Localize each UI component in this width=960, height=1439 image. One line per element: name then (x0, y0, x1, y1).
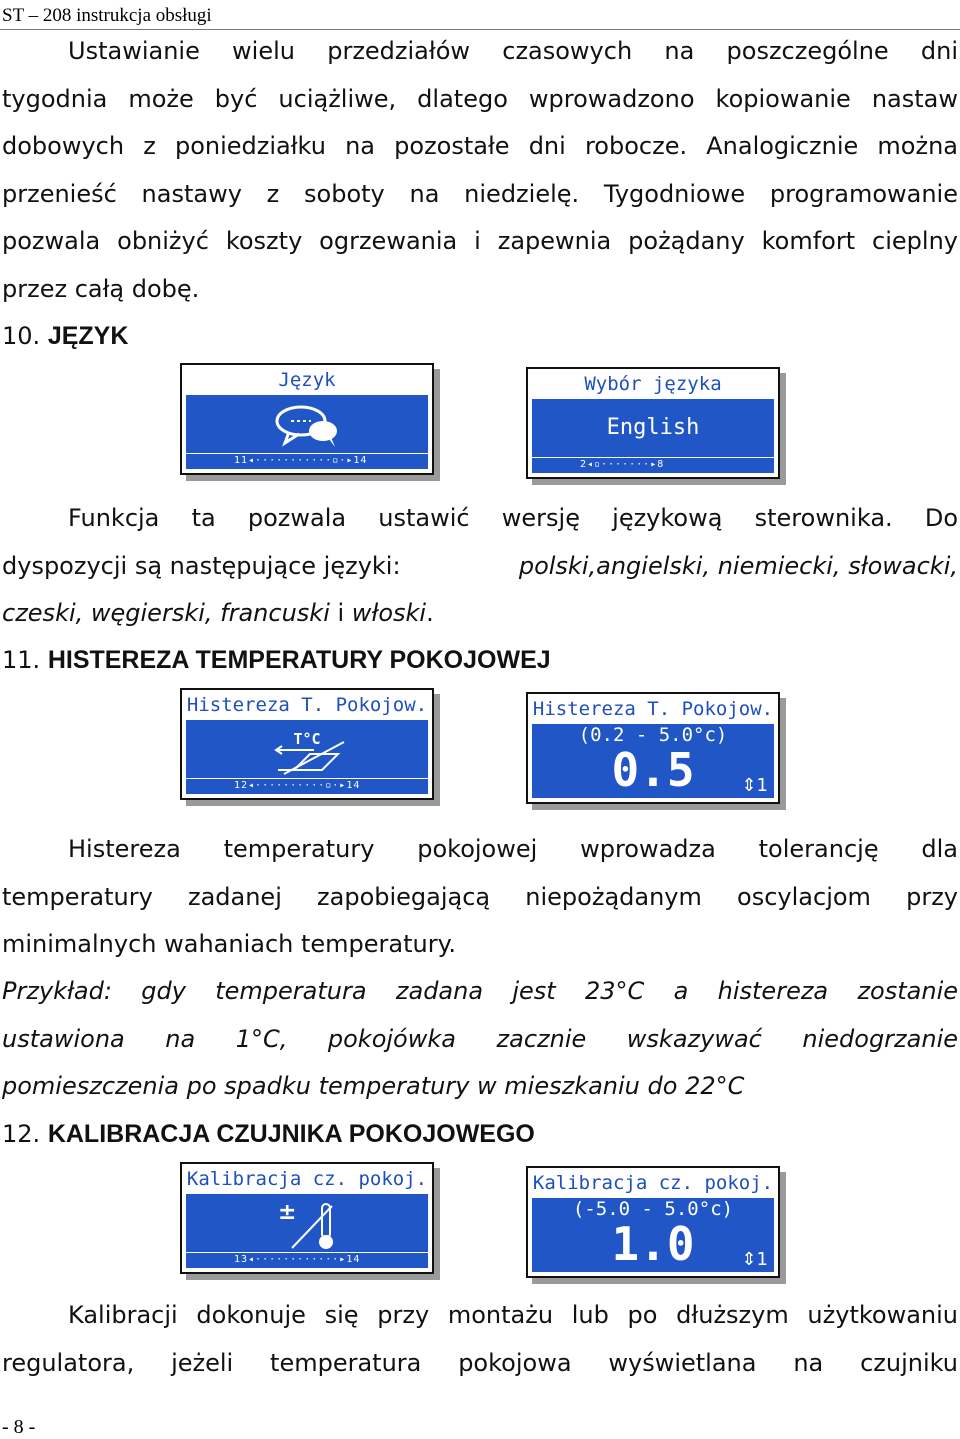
lcd-title: Wybór języka (584, 373, 722, 395)
text-line: ustawiona na 1°C, pokojówka zacznie wskazywać niedogrzanie (2, 1024, 958, 1053)
text-line: Histereza temperatury pokojowej wprowadza tolerancję dla (68, 835, 958, 863)
lcd-title: Histereza T. Pokojow. (532, 698, 774, 720)
text-line: przenieść nastawy z soboty na niedzielę. Tygodniowe programowanie (2, 179, 958, 208)
lcd-value: 0.5 (611, 743, 695, 797)
lcd-title: Kalibracja cz. pokoj. (186, 1168, 428, 1190)
section-heading-12 (2, 1120, 535, 1149)
text-line: minimalnych wahaniach temperatury. (2, 930, 457, 958)
section-heading-11 (2, 646, 551, 675)
lcd-title: Histereza T. Pokojow. (186, 694, 428, 716)
paragraph-language (2, 495, 958, 638)
text-line: pomieszczenia po spadku temperatury w mieszkaniu do 22°C (2, 1072, 745, 1100)
up-down-arrows-icon: ⇕ (741, 775, 757, 796)
lcd-body (532, 724, 774, 798)
lcd-screen-language-select (526, 367, 780, 479)
text-line: tygodnia może być uciążliwe, dlatego wprowadzono kopiowanie nastaw (2, 84, 958, 113)
lcd-title: Język (278, 369, 336, 391)
text-line: pozwala obniżyć koszty ogrzewania i zapewnia pożądany komfort cieplny (2, 227, 958, 255)
step-value: 1 (756, 775, 768, 796)
section-title: KALIBRACJA CZUJNIKA POKOJOWEGO (47, 1120, 535, 1148)
speech-bubbles-icon (271, 401, 351, 453)
plus-minus-label: ± (278, 1200, 297, 1225)
section-heading-10 (2, 322, 128, 351)
lcd-range: (-5.0 - 5.0°c) (572, 1198, 734, 1220)
text-span: . (426, 599, 434, 627)
lcd-screen-language-menu (180, 363, 434, 475)
section-number: 11. (2, 646, 41, 674)
lcd-range: (0.2 - 5.0°c) (578, 724, 728, 746)
language-list: czeski, węgierski, francuski (2, 599, 330, 627)
lcd-screen-hysteresis-menu (180, 688, 434, 800)
up-down-arrows-icon: ⇕ (741, 1249, 757, 1270)
lcd-value: 1.0 (611, 1217, 695, 1271)
lcd-status-bar: 13◂············▸14 (186, 1252, 428, 1268)
section-number: 10. (2, 322, 41, 350)
text-line (2, 543, 958, 591)
lcd-status-bar: 11◂···········▫·▸14 (186, 453, 428, 469)
paragraph-example (2, 968, 958, 1111)
text-line: przez całą dobę. (2, 274, 200, 303)
text-line: Kalibracji dokonuje się przy montażu lub po dłuższym użytkowaniu (68, 1301, 958, 1329)
language-list: włoski (351, 599, 427, 627)
step-indicator (741, 775, 768, 796)
page-number: - 8 - (2, 1416, 36, 1438)
thermometer-icon (282, 1198, 352, 1254)
step-value: 1 (756, 1249, 768, 1270)
text-line: Ustawianie wielu przedziałów czasowych na poszczególne dni (68, 37, 958, 65)
text-span: dyspozycji są następujące języki: (2, 551, 401, 580)
temperature-label: T°C (293, 730, 321, 748)
step-indicator (741, 1249, 768, 1270)
section-title: JĘZYK (47, 322, 129, 350)
text-line: regulatora, jeżeli temperatura pokojowa wyświetlana na czujniku (2, 1348, 958, 1377)
text-span: i (329, 599, 352, 627)
lcd-status-bar: 2◂▫·······▸8 (532, 457, 774, 473)
paragraph-calibration (2, 1292, 958, 1387)
lcd-screen-calibration-value (526, 1166, 780, 1278)
lcd-screen-calibration-menu (180, 1162, 434, 1274)
paragraph-hysteresis (2, 826, 958, 969)
text-line: temperatury zadanej zapobiegającą niepożądanym oscylacjom przy (2, 882, 958, 911)
text-line: Funkcja ta pozwala ustawić wersję językową sterownika. Do (68, 504, 958, 532)
text-line: dobowych z poniedziałku na pozostałe dni robocze. Analogicznie można (2, 132, 958, 160)
lcd-status-bar: 12◂··········▫·▸14 (186, 778, 428, 794)
lcd-language-value: English (606, 415, 700, 440)
page-header: ST – 208 instrukcja obsługi (0, 0, 960, 30)
lcd-body (532, 1198, 774, 1272)
section-title: HISTEREZA TEMPERATURY POKOJOWEJ (47, 646, 551, 674)
hysteresis-icon (274, 740, 354, 780)
text-line: Przykład: gdy temperatura zadana jest 23°C a histereza zostanie (2, 977, 958, 1005)
text-line (2, 590, 958, 638)
lcd-screen-hysteresis-value (526, 692, 780, 804)
language-list: polski,angielski, niemiecki, słowacki, (518, 551, 958, 580)
section-number: 12. (2, 1120, 41, 1148)
paragraph-weekly-copy (2, 28, 958, 313)
lcd-title: Kalibracja cz. pokoj. (532, 1172, 774, 1194)
